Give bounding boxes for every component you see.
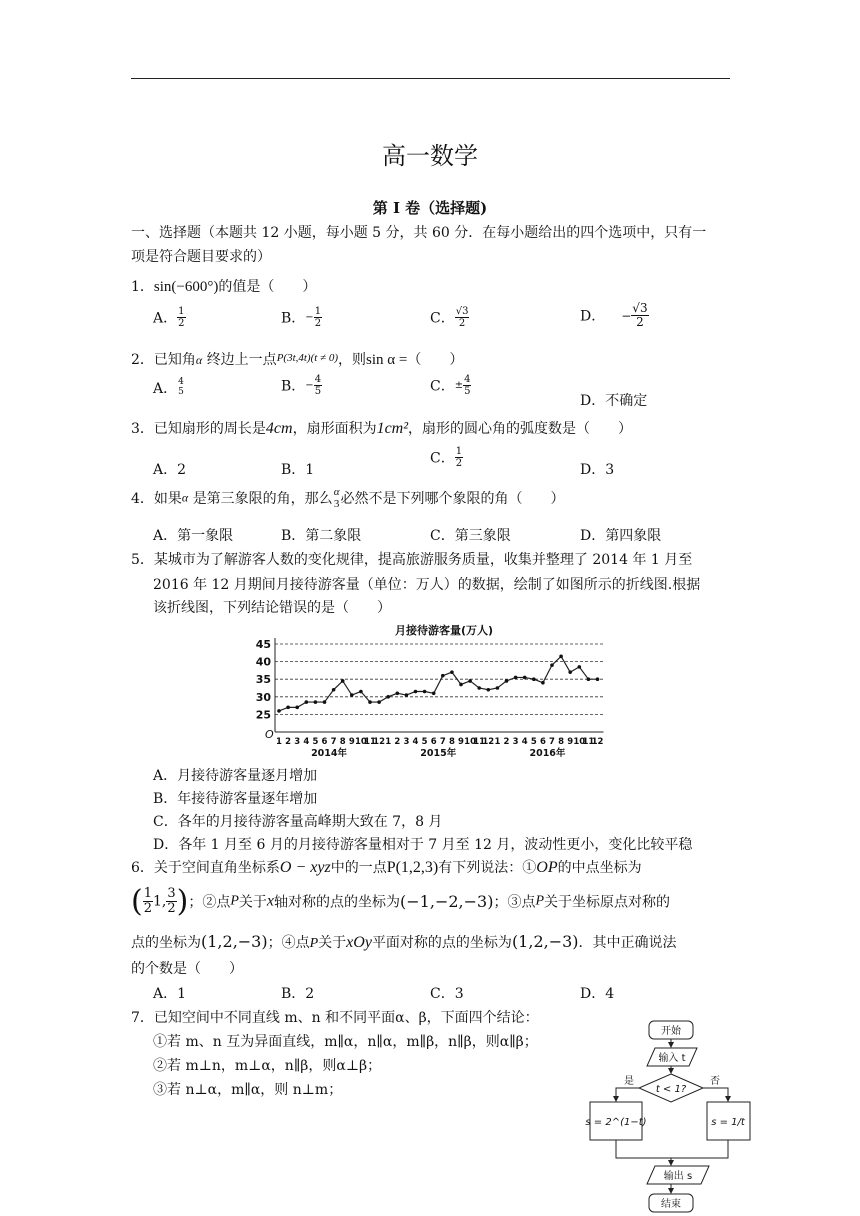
x-tick-label: 6	[539, 737, 546, 747]
q3-option-d: D．3	[580, 462, 615, 478]
question-5-line1: 5．某城市为了解游客人数的变化规律，提高旅游服务质量，收集并整理了 2014 年 1 月至	[131, 552, 693, 568]
question-6-line4: 的个数是（ ）	[131, 961, 243, 977]
x-tick-label: 5	[421, 737, 428, 747]
flow-no-label: 否	[710, 1076, 720, 1087]
q6-option-c: C．3	[430, 986, 464, 1002]
x-tick-label: 11	[364, 737, 376, 747]
top-rule	[131, 78, 730, 79]
page-title: 高一数学	[382, 142, 478, 170]
question-1: 1．sin(−600°)的值是（ ）	[131, 279, 317, 295]
x-tick-label: 3	[512, 737, 519, 747]
data-point	[295, 706, 299, 710]
q5-option-d: D．各年 1 月至 6 月的月接待游客量相对于 7 月至 12 月，波动性更小，变化比较平稳	[153, 837, 693, 853]
flow-end-label: 结束	[661, 1199, 681, 1210]
question-2: 2．已知角α 终边上一点$^{P(3t,4t)(t \ne 0)}$，则sin α =（ ）	[131, 352, 464, 368]
question-5-line3: 该折线图，下列结论错误的是（ ）	[153, 600, 391, 616]
x-tick-label: 6	[321, 737, 328, 747]
x-tick-label: 3	[403, 737, 410, 747]
q4-option-c: C．第三象限	[430, 528, 511, 544]
x-tick-label: 9	[567, 737, 574, 747]
flowchart	[585, 1015, 760, 1215]
data-point	[405, 693, 409, 697]
data-point	[386, 695, 390, 699]
x-tick-label: 3	[294, 737, 301, 747]
q1-option-c: C． $\frac{√3}{2}$	[430, 306, 469, 329]
data-point	[396, 691, 400, 695]
x-tick-label: 4	[412, 737, 419, 747]
flow-yes-label: 是	[624, 1076, 634, 1087]
x-tick-label: 1	[385, 737, 392, 747]
data-point	[314, 700, 318, 704]
y-tick-label: 45	[255, 638, 271, 651]
q2-option-c: C．± $\frac{4}{5}$	[430, 374, 471, 397]
data-point	[496, 686, 500, 690]
q6-option-a: A．1	[153, 986, 187, 1002]
data-point	[341, 679, 345, 683]
data-point	[377, 700, 381, 704]
data-point	[423, 690, 427, 694]
x-tick-label: 9	[458, 737, 464, 747]
data-point	[441, 674, 445, 678]
x-tick-label: 2	[394, 737, 401, 747]
x-tick-label: 4	[521, 737, 528, 747]
data-point	[596, 677, 600, 681]
year-label: 2016年	[529, 748, 566, 758]
q3-option-a: A．2	[153, 462, 187, 478]
data-point	[559, 655, 563, 659]
q2-option-d: D．不确定	[580, 393, 648, 409]
q5-option-b: B．年接待游客量逐年增加	[153, 791, 318, 807]
x-tick-label: 7	[439, 737, 446, 747]
flow-right-formula: s = 1/t	[711, 1117, 745, 1128]
origin-label: O	[265, 728, 274, 741]
data-point	[368, 700, 372, 704]
data-point	[305, 700, 309, 704]
x-tick-label: 8	[558, 737, 565, 747]
data-point	[468, 679, 472, 683]
question-6-line3: 点的坐标为(1,2,−3)；④点P关于xOy平面对称的点的坐标为(1,2,−3)．其中正确说法	[131, 932, 677, 951]
x-tick-label: 11	[473, 737, 486, 747]
x-tick-label: 10	[354, 737, 367, 747]
flow-input-label: 输入 t	[658, 1053, 686, 1064]
x-tick-label: 8	[339, 737, 346, 747]
q3-option-b: B．1	[281, 462, 315, 478]
intro-line1: 一、选择题（本题共 12 小题，每小题 5 分，共 60 分．在每小题给出的四个选项中，只有一	[131, 225, 707, 241]
x-tick-label: 2	[503, 737, 510, 747]
visitor-line-chart	[245, 618, 615, 758]
x-tick-label: 11	[582, 737, 595, 747]
q1-option-a: A． $\frac{1}{2}$	[153, 306, 185, 329]
year-label: 2014年	[311, 748, 348, 758]
y-tick-label: 35	[255, 673, 271, 687]
x-tick-label: 6	[430, 737, 437, 747]
q1-option-d: D． − $\frac{√3}{2}$	[580, 301, 648, 330]
x-tick-label: 5	[312, 737, 319, 747]
data-point	[541, 681, 545, 685]
x-tick-label: 12	[591, 737, 604, 747]
x-tick-label: 10	[464, 737, 477, 747]
section-title: 第 I 卷（选择题)	[372, 199, 488, 217]
question-4: 4．如果α 是第三象限的角，那么 α 3 必然不是下列哪个象限的角（ ）	[131, 486, 565, 511]
data-point	[505, 679, 509, 683]
x-tick-label: 10	[573, 737, 586, 747]
data-point	[459, 683, 463, 687]
question-3: 3．已知扇形的周长是4cm，扇形面积为1cm²，扇形的圆心角的弧度数是（ ）	[131, 420, 633, 437]
q6-option-d: D．4	[580, 986, 615, 1002]
x-tick-label: 5	[530, 737, 537, 747]
data-point	[286, 706, 290, 710]
q4-option-d: D．第四象限	[580, 528, 662, 544]
data-point	[532, 677, 536, 681]
data-point	[323, 700, 327, 704]
q5-option-c: C．各年的月接待游客量高峰期大致在 7，8 月	[153, 814, 443, 830]
data-point	[550, 663, 554, 667]
data-point	[277, 709, 281, 713]
data-point	[578, 665, 582, 669]
x-tick-label: 9	[348, 737, 355, 747]
x-tick-label: 8	[448, 737, 455, 747]
q3-option-c: C． $\frac{1}{2}$	[430, 446, 463, 469]
q5-option-a: A．月接待游客量逐月增加	[153, 768, 318, 784]
data-point	[587, 677, 591, 681]
flow-output-label: 输出 s	[663, 1171, 693, 1182]
question-6-line1: 6．关于空间直角坐标系O − xyz中的一点P(1,2,3)有下列说法：①OP的中点坐标为	[131, 859, 642, 876]
question-7-statement-1: ①若 m、n 互为异面直线，m∥α，n∥α，m∥β，n∥β，则α∥β；	[153, 1034, 538, 1050]
x-tick-label: 7	[330, 737, 337, 747]
data-point	[487, 688, 491, 692]
question-7-statement-3: ③若 n⊥α，m∥α，则 n⊥m；	[153, 1082, 343, 1098]
x-tick-label: 1	[494, 737, 501, 747]
data-point	[332, 688, 336, 692]
data-point	[523, 676, 527, 680]
data-point	[359, 690, 363, 694]
q1-option-b: B．− $\frac{1}{2}$	[281, 306, 322, 329]
q6-option-b: B．2	[281, 986, 315, 1002]
data-point	[414, 690, 418, 694]
intro-line2: 项是符合题目要求的）	[131, 249, 271, 265]
flow-condition-label: t < 1?	[655, 1084, 687, 1095]
series-line	[279, 656, 598, 711]
question-7-statement-2: ②若 m⊥n，m⊥α，n∥β，则α⊥β；	[153, 1058, 382, 1074]
q2-option-b: B．− $\frac{4}{5}$	[281, 374, 322, 397]
y-tick-label: 40	[255, 655, 271, 669]
flow-start-label: 开始	[661, 1026, 681, 1037]
flow-left-formula: s = 2^(1−t)	[585, 1117, 647, 1128]
year-label: 2015年	[420, 748, 457, 758]
y-tick-label: 30	[255, 690, 271, 704]
data-point	[568, 670, 572, 674]
x-tick-label: 7	[549, 737, 555, 747]
x-tick-label: 12	[482, 737, 495, 747]
q2-option-a: A． 4 5	[153, 377, 184, 397]
x-tick-label: 4	[303, 737, 310, 747]
y-tick-label: 25	[255, 708, 271, 722]
x-tick-label: 2	[285, 737, 292, 747]
question-5-line2: 2016 年 12 月期间月接待游客量（单位：万人）的数据，绘制了如图所示的折线图.根据	[153, 577, 701, 593]
data-point	[514, 676, 518, 680]
chart-title: 月接待游客量(万人)	[394, 624, 494, 637]
data-point	[477, 686, 481, 690]
question-6-line2: ( $\frac{1}{2}$ 1, $\frac{3}{2}$ )；②点P关于x轴对称的点的坐标为(−1,−2,−3)；③点P关于坐标原点对称的	[131, 884, 671, 919]
x-tick-label: 12	[373, 737, 386, 747]
x-tick-label: 1	[276, 737, 282, 747]
q4-option-a: A．第一象限	[153, 528, 234, 544]
data-point	[350, 693, 354, 697]
q4-option-b: B．第二象限	[281, 528, 362, 544]
data-point	[432, 691, 436, 695]
data-point	[450, 670, 454, 674]
question-7-line1: 7．已知空间中不同直线 m、n 和不同平面α、β，下面四个结论：	[131, 1010, 539, 1026]
